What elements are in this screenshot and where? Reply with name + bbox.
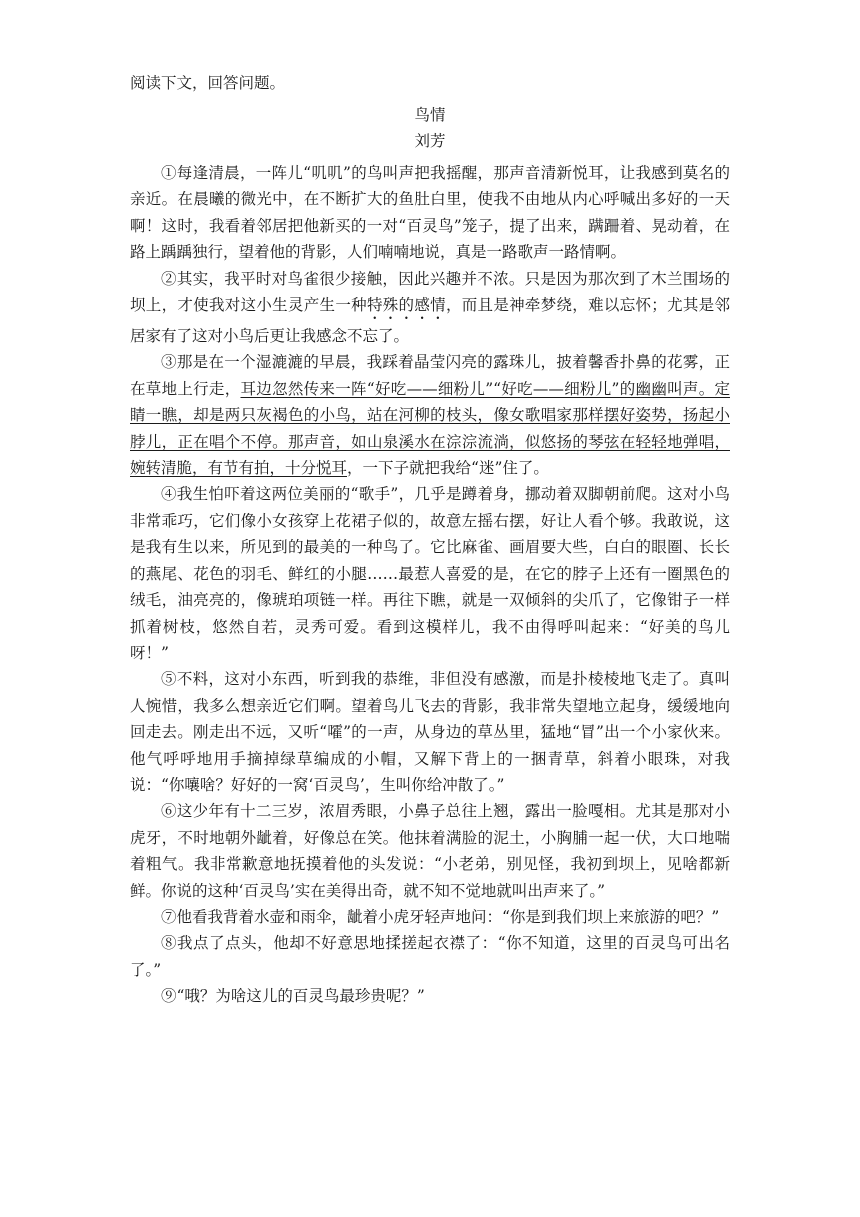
paragraph-2 [130, 266, 730, 350]
paragraph-1: ①每逢清晨，一阵儿“叽叽”的鸟叫声把我摇醒，那声音清新悦耳，让我感到莫名的亲近。在晨曦的微光中，在不断扩大的鱼肚白里，使我不由地从内心呼喊出多好的一天啊！这时，我看着邻居把他新买的一对“百灵鸟”笼子，提了出来，蹒跚着、晃动着，在路上踽踽独行，望着他的背影，人们喃喃地说，真是一路歌声一路情啊。 [130, 164, 730, 262]
paragraph-3-text-a: ③那是在一个湿漉漉的早晨，我踩着晶莹闪亮的露珠儿，披着馨香扑鼻的花雾，正在草地上行走， [130, 353, 730, 398]
paragraph-8: ⑧我点了点头，他却不好意思地揉搓起衣襟了：“你不知道，这里的百灵鸟可出名了。” [130, 934, 730, 979]
paragraph-3 [130, 349, 730, 481]
document-page [130, 70, 730, 1010]
emphasized-phrase: 特殊的感情 [366, 296, 446, 315]
paragraph-2-text-a: ②其实，我平时对鸟雀很少接触，因此兴趣并不浓。只是因为那次到了木兰围场的坝上，才使我对这小生灵产生一种 [130, 269, 730, 315]
article-title: 鸟情 [414, 106, 446, 124]
paragraph-9: ⑨“哦？为啥这儿的百灵鸟最珍贵呢？” [161, 987, 425, 1006]
paragraph-4: ④我生怕吓着这两位美丽的“歌手”，几乎是蹲着身，挪动着双脚朝前爬。这对小鸟非常乖巧，它们像小女孩穿上花裙子似的，故意左摇右摆，好让人看个够。我敢说，这是我有生以来，所见到的最美的一种鸟了。它比麻雀、画眉要大些，白白的眼圈、长长的燕尾、花色的羽毛、鲜红的小腿……最惹人喜爱的是，在它的脖子上还有一圈黑色的绒毛，油亮亮的，像琥珀项链一样。再往下瞧，就是一双倾斜的尖爪了，它像钳子一样抓着树枝，悠然自若，灵秀可爱。看到这模样儿，我不由得呼叫起来：“好美的鸟儿呀！” [130, 485, 730, 662]
underlined-passage: 耳边忽然传来一阵“好吃——细粉儿”“好吃——细粉儿”的幽幽叫声。定睛一瞧，却是两只灰褐色的小鸟，站在河柳的枝头，像女歌唱家那样摆好姿势，扬起小脖儿，正在唱个不停。那声音，如山泉溪水在淙淙流淌，似悠扬的琴弦在轻轻地弹唱，婉转清脆，有节有拍，十分悦耳 [130, 379, 730, 478]
paragraph-5: ⑤不料，这对小东西，听到我的恭维，非但没有感激，而是扑棱棱地飞走了。真叫人惋惜，我多么想亲近它们啊。望着鸟儿飞去的背影，我非常失望地立起身，缓缓地向回走去。刚走出不远，又听“嚯”的一声，从身边的草丛里，猛地“冒”出一个小家伙来。他气呼呼地用手摘掉绿草编成的小帽，又解下背上的一捆青草，斜着小眼珠，对我说：“你嚷啥？好好的一窝‘百灵鸟’，生叫你给冲散了。” [130, 670, 730, 794]
paragraph-7: ⑦他看我背着水壶和雨伞，龇着小虎牙轻声地问：“你是到我们坝上来旅游的吧？” [161, 907, 720, 926]
paragraph-2-text-b: ，而且是神牵梦绕，难以忘怀；尤其是邻居家有了这对小鸟后更让我感念不忘了。 [130, 296, 730, 346]
instruction-text: 阅读下文，回答问题。 [130, 74, 286, 92]
article-author: 刘芳 [414, 132, 446, 150]
paragraph-3-text-b: ，一下子就把我给“迷”住了。 [347, 459, 549, 478]
paragraph-6: ⑥这少年有十二三岁，浓眉秀眼，小鼻子总往上翘，露出一脸嘎相。尤其是那对小虎牙，不时地朝外龇着，好像总在笑。他抹着满脸的泥土，小胸脯一起一伏，大口地喘着粗气。我非常歉意地抚摸着他的头发说：“小老弟，别见怪，我初到坝上，见啥都新鲜。你说的这种‘百灵鸟’实在美得出奇，就不知不觉地就叫出声来了。” [130, 802, 730, 900]
